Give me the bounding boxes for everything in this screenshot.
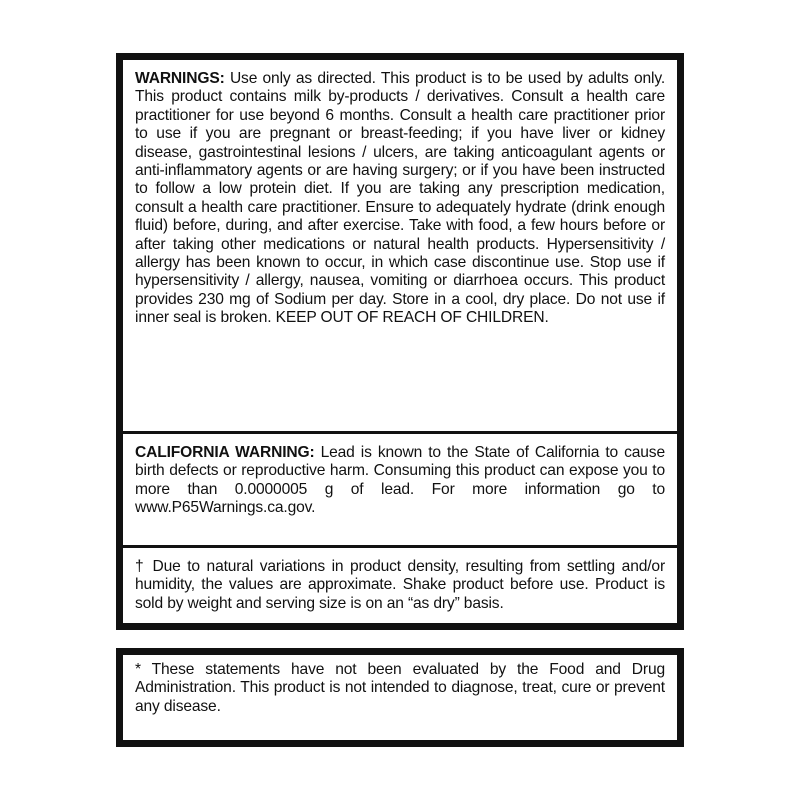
warnings-section <box>123 60 677 431</box>
fda-disclaimer-text: * These statements have not been evaluated by the Food and Drug Administration. This product is not intended to diagnose, treat, cure or prevent any disease. <box>135 661 665 715</box>
warnings-text: Use only as directed. This product is to be used by adults only. This product contains milk by-products / derivatives. Consult a health care practitioner for use beyond 6 months. Consult a health care practitioner prior to use if you are pregnant or breast-feeding; if you have liver or kidney disease, gastrointestinal lesions / ulcers, are taking anticoagulant agents or anti-inflammatory agents or are having surgery; or if you have been instructed to follow a low protein diet. If you are taking any prescription medication, consult a health care practitioner. Ensure to adequately hydrate (drink enough fluid) before, during, and after exercise. Take with food, a few hours before or after taking other medications or natural health products. Hypersensitivity / allergy has been known to occur, in which case discontinue use. Stop use if hypersensitivity / allergy, nausea, vomiting or diarrhoea occurs. This product provides 230 mg of Sodium per day. Store in a cool, dry place. Do not use if inner seal is broken. KEEP OUT OF REACH OF CHILDREN. <box>135 70 666 327</box>
fda-disclaimer-section <box>123 655 677 716</box>
warnings-panel <box>116 53 684 630</box>
density-note-text: † Due to natural variations in product density, resulting from settling and/or humidity, the values are approximate. Shake product before use. Product is sold by weight and serving size is on an “as dry” basis. <box>135 558 665 612</box>
fda-disclaimer-panel <box>116 648 684 747</box>
california-warning-section <box>123 434 677 545</box>
density-note-section <box>123 548 677 633</box>
california-warning-text: Lead is known to the State of California to cause birth defects or reproductive harm. Consuming this product can expose you to more than 0.0000005 g of lead. For more information go to www.P65Warnings.ca.gov. <box>135 444 665 517</box>
warnings-heading: WARNINGS: <box>135 70 225 87</box>
california-warning-heading: CALIFORNIA WARNING: <box>135 444 315 461</box>
